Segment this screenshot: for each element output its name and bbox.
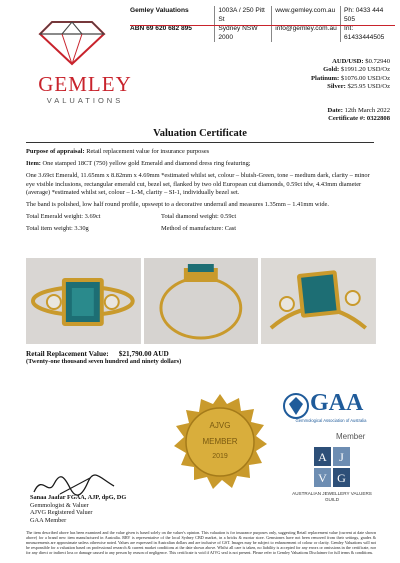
purpose-label: Purpose of appraisal: bbox=[26, 148, 85, 155]
ajvg-subtitle: AUSTRALIAN JEWELLERY VALUERS GUILD bbox=[292, 491, 372, 502]
signer-name: Sanaa Jaafar FGAA, AJP, dpG, DG bbox=[30, 494, 127, 501]
header-divider bbox=[130, 25, 395, 26]
date-block bbox=[328, 107, 390, 124]
gaa-subtitle: Gemmological Association of Australia bbox=[295, 418, 367, 423]
item-text: One stamped 18CT (750) yellow gold Emerald and diamond dress ring featuring; bbox=[42, 160, 251, 168]
date-label: Date: bbox=[327, 107, 343, 114]
gaa-member-text: Member bbox=[336, 432, 366, 441]
rates-block bbox=[311, 58, 390, 91]
silver-value: $25.95 USD/Oz bbox=[347, 82, 390, 90]
gaa-emblem-icon bbox=[282, 392, 310, 420]
ajvg-letter-a: A bbox=[318, 450, 327, 464]
rrv-value: $21,790.00 AUD bbox=[118, 349, 169, 358]
ajvg-seal-icon bbox=[170, 392, 270, 492]
ring-photo-side bbox=[144, 258, 259, 344]
purpose-text: Retail replacement value for insurance purposes bbox=[86, 148, 210, 155]
website-link[interactable]: www.gemley.com.au bbox=[271, 6, 340, 24]
ajvg-logo-icon bbox=[314, 447, 350, 487]
brand-tagline: VALUATIONS bbox=[46, 96, 124, 105]
signer-title-1: Gemmologist & Valuer bbox=[30, 501, 89, 509]
title-divider bbox=[26, 142, 374, 143]
gold-label: Gold: bbox=[323, 66, 340, 74]
phone-text: Ph: 0433 444 505 bbox=[340, 6, 395, 24]
certificate-number: 0322808 bbox=[366, 115, 390, 123]
gold-value: $1991.20 USD/Oz bbox=[340, 66, 390, 74]
platinum-value: $1076.00 USD/Oz bbox=[340, 74, 390, 82]
diamond-logo-icon bbox=[38, 18, 106, 66]
seal-top-text: AJVG bbox=[209, 421, 231, 430]
description-paragraph-2: The band is polished, low half round profile, upswept to a decorative underrail and measures 1.35mm – 1.41mm wide. bbox=[26, 201, 329, 209]
rrv-words: (Twenty-one thousand seven hundred and ninety dollars) bbox=[26, 358, 182, 365]
platinum-label: Platinum: bbox=[311, 74, 340, 82]
certificate-label: Certificate #: bbox=[328, 115, 366, 123]
diamond-weight: Total diamond weight: 0.59ct bbox=[161, 213, 237, 221]
brand-name: GEMLEY bbox=[38, 72, 132, 96]
item-label: Item: bbox=[26, 160, 41, 168]
ring-photo-angle bbox=[261, 258, 376, 344]
retail-replacement-value bbox=[26, 350, 181, 366]
signer-title-3: GAA Member bbox=[30, 516, 67, 524]
disclaimer-text: The item described above has been examined and the value given is based solely on the valuer's opinion. This valuation is for insurance purposes only, suggesting Retail replacement value (current at date shown above) for a brand new item manufactured in Australia. RRV is representative of the local Sydney CBD market, in a bricks & mortar store. Gemstones have not been removed from their settings, grades & measurements are approximate unless otherwise noted. Values are expressed in Australian dollars and are inclusive of GST. Images may be subject to enhancement of colour or clarity. Gemley Valuations will not be responsible for a valuation based on professional research & current market conditions at the date shown above. Whilst all care is taken, no liability is accepted for any errors or omissions in the certificate, nor for any direct or indirect loss or damage caused to any person by reason of negligence. This certificate is void if AJVG seal is not present. Please refer to Gemley Valuations Disclaimer for full terms & conditions. bbox=[26, 530, 376, 555]
signer-block bbox=[30, 494, 126, 524]
address-line-2: Sydney NSW 2000 bbox=[214, 24, 271, 42]
address-line-1: 1003A / 250 Pitt St bbox=[214, 6, 271, 24]
company-name: Gemley Valuations bbox=[130, 7, 189, 14]
page-title: Valuation Certificate bbox=[153, 128, 247, 139]
seal-year-text: 2019 bbox=[212, 453, 228, 460]
header bbox=[0, 0, 400, 110]
ajvg-letter-v: V bbox=[318, 471, 327, 485]
ajvg-letter-g: G bbox=[337, 471, 346, 485]
seal-mid-text: MEMBER bbox=[202, 437, 238, 446]
certificate-body bbox=[26, 148, 376, 238]
date-value: 12th March 2022 bbox=[344, 107, 390, 114]
description-paragraph-1: One 3.69ct Emerald, 11.65mm x 8.82mm x 4.69mm *estimated whilst set, colour – bluish-Green, tone – medium dark, clarity – minor eye visible inclusions, rectangular emerald cut, bezel set, flanked by two old European cut diamonds, 0.59ct tdw, 4.43mm diameter (average) *estimated whilst set, colour – L-M, clarity – SI-1, individually bezel set. bbox=[26, 172, 370, 196]
email-link[interactable]: info@gemley.com.au bbox=[271, 24, 340, 42]
intl-phone-text: Int: 61433444505 bbox=[340, 24, 395, 42]
silver-label: Silver: bbox=[327, 82, 346, 90]
contact-block bbox=[130, 6, 395, 42]
emerald-weight: Total Emerald weight: 3.69ct bbox=[26, 213, 101, 221]
ring-photo-top bbox=[26, 258, 141, 344]
gaa-logo-text: GAA bbox=[310, 390, 364, 416]
rrv-label: Retail Replacement Value: bbox=[26, 349, 109, 358]
ajvg-letter-j: J bbox=[339, 450, 344, 464]
item-weight: Total item weight: 3.30g bbox=[26, 225, 89, 233]
aud-usd-label: AUD/USD: bbox=[332, 58, 364, 65]
ring-photos bbox=[26, 258, 376, 344]
signer-title-2: AJVG Registered Valuer bbox=[30, 509, 93, 517]
manufacture-method: Method of manufacture: Cast bbox=[161, 225, 237, 233]
aud-usd-value: $0.72940 bbox=[365, 58, 390, 65]
abn-text: ABN 69 620 682 895 bbox=[130, 25, 192, 32]
